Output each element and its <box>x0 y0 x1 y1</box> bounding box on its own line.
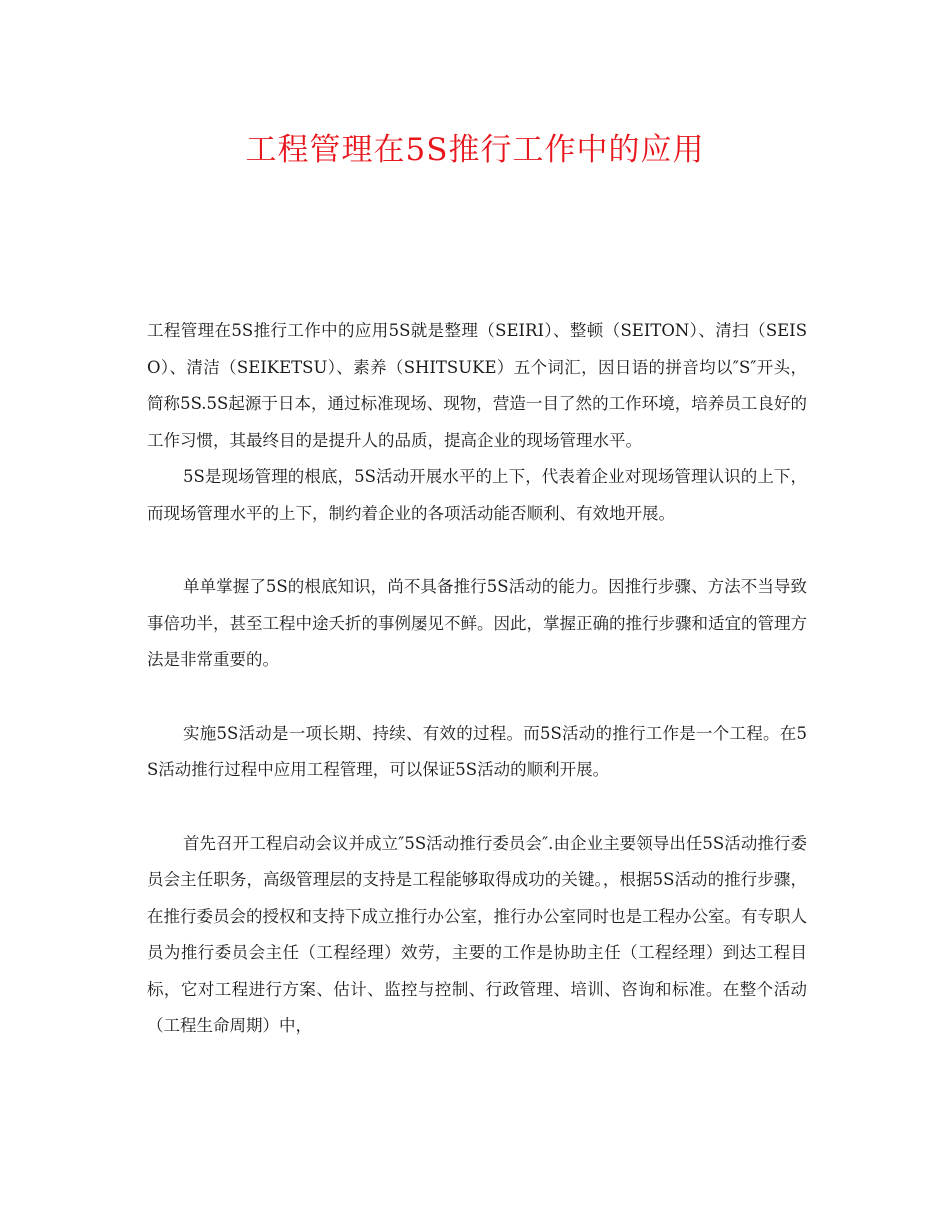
document-body <box>147 313 807 1045</box>
paragraph-intro: 工程管理在5S推行工作中的应用5S就是整理（SEIRI）、整顿（SEITON）、清扫（SEISO）、清洁（SEIKETSU）、素养（SHITSUKE）五个词汇，因日语的拼音均以″S″开头，简称5S.5S起源于日本，通过标准现场、现物，营造一目了然的工作环境，培养员工良好的工作习惯，其最终目的是提升人的品质，提高企业的现场管理水平。 <box>147 321 807 450</box>
paragraph-project: 实施5S活动是一项长期、持续、有效的过程。而5S活动的推行工作是一个工程。在5S活动推行过程中应用工程管理，可以保证5S活动的顺利开展。 <box>147 723 807 779</box>
document-title: 工程管理在5S推行工作中的应用 <box>245 132 705 168</box>
paragraph-steps: 单单掌握了5S的根底知识，尚不具备推行5S活动的能力。因推行步骤、方法不当导致事倍功半，甚至工程中途夭折的事例屡见不鲜。因此，掌握正确的推行步骤和适宜的管理方法是非常重要的。 <box>147 577 807 669</box>
paragraph-foundation: 5S是现场管理的根底，5S活动开展水平的上下，代表着企业对现场管理认识的上下，而现场管理水平的上下，制约着企业的各项活动能否顺利、有效地开展。 <box>147 467 807 523</box>
paragraph-kickoff: 首先召开工程启动会议并成立″5S活动推行委员会″.由企业主要领导出任5S活动推行委员会主任职务，高级管理层的支持是工程能够取得成功的关键。，根据5S活动的推行步骤，在推行委员会的授权和支持下成立推行办公室，推行办公室同时也是工程办公室。有专职人员为推行委员会主任（工程经理）效劳，主要的工作是协助主任（工程经理）到达工程目标，它对工程进行方案、估计、监控与控制、行政管理、培训、咨询和标准。在整个活动（工程生命周期）中， <box>147 833 807 1035</box>
